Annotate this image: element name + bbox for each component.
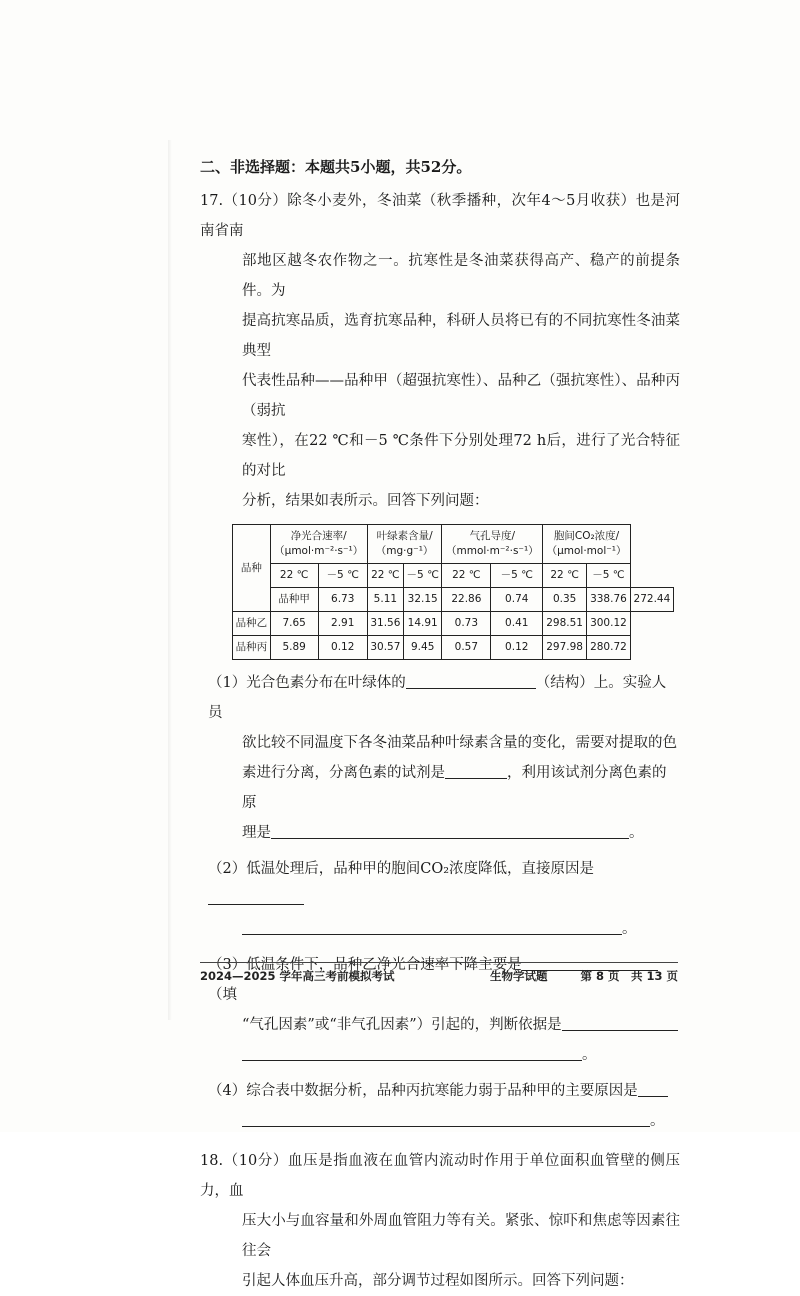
table-cell: 7.65: [270, 612, 318, 636]
table-cell: 0.12: [318, 636, 367, 660]
table-cell: 14.91: [403, 612, 442, 636]
section-heading: 二、非选择题：本题共5小题，共52分。: [200, 158, 472, 176]
table-row: [233, 636, 674, 660]
answer-blank[interactable]: [242, 1108, 650, 1127]
answer-blank[interactable]: [638, 1078, 668, 1097]
footer-exam-title: 2024—2025 学年高三考前模拟考试: [200, 969, 395, 983]
table-group-header: 胞间CO₂浓度/ （μmol·mol⁻¹）: [543, 525, 631, 564]
q17-intro-line: 部地区越冬农作物之一。抗寒性是冬油菜获得高产、稳产的前提条件。为: [242, 253, 680, 299]
temp-header: 22 ℃: [367, 564, 403, 588]
table-cell: 32.15: [403, 588, 442, 612]
table-cell: 272.44: [630, 588, 673, 612]
sub-question-4: （4）综合表中数据分析，品种丙抗寒能力弱于品种甲的主要原因是 。: [208, 1076, 680, 1136]
scan-shadow: [168, 140, 172, 1020]
table-row-header: 品种: [233, 525, 271, 612]
answer-blank[interactable]: [242, 916, 622, 935]
table-cell: 22.86: [442, 588, 491, 612]
table-cell: 5.11: [367, 588, 403, 612]
variety-name: 品种甲: [270, 588, 318, 612]
table-cell: 0.57: [442, 636, 491, 660]
q17-intro-line: 分析，结果如表所示。回答下列问题：: [242, 493, 489, 509]
temp-header: －5 ℃: [587, 564, 631, 588]
table-cell: 31.56: [367, 612, 403, 636]
q18-line: 引起人体血压升高，部分调节过程如图所示。回答下列问题：: [242, 1273, 634, 1289]
temp-header: 22 ℃: [543, 564, 587, 588]
table-cell: 0.41: [491, 612, 543, 636]
table-cell: 300.12: [587, 612, 631, 636]
table-cell: 6.73: [318, 588, 367, 612]
question-18: [200, 1146, 680, 1296]
temp-header: －5 ℃: [403, 564, 442, 588]
temp-header: －5 ℃: [491, 564, 543, 588]
table-group-header: 叶绿素含量/ （mg·g⁻¹）: [367, 525, 442, 564]
temp-header: －5 ℃: [318, 564, 367, 588]
sub-question-2: （2）低温处理后，品种甲的胞间CO₂浓度降低，直接原因是 。: [208, 861, 637, 937]
footer-divider: [200, 962, 678, 963]
table-group-header: 气孔导度/ （mmol·m⁻²·s⁻¹）: [442, 525, 543, 564]
answer-blank[interactable]: [445, 760, 507, 779]
table-cell: 0.35: [543, 588, 587, 612]
q17-intro-line: 17.（10分）除冬小麦外，冬油菜（秋季播种，次年4～5月收获）也是河南省南: [200, 193, 680, 239]
variety-name: 品种丙: [233, 636, 271, 660]
q17-intro-line: 提高抗寒品质，选育抗寒品种，科研人员将已有的不同抗寒性冬油菜典型: [242, 313, 680, 359]
table-cell: 280.72: [587, 636, 631, 660]
table-cell: 9.45: [403, 636, 442, 660]
table-cell: 30.57: [367, 636, 403, 660]
q18-line: 压大小与血容量和外周血管阻力等有关。紧张、惊吓和焦虑等因素往往会: [242, 1213, 680, 1259]
table-cell: 298.51: [543, 612, 587, 636]
table-cell: 5.89: [270, 636, 318, 660]
answer-blank[interactable]: [406, 670, 536, 689]
table-cell: 0.74: [491, 588, 543, 612]
photosynthesis-table: [232, 524, 674, 660]
sub-question-3: （3）低温条件下，品种乙净光合速率下降主要是（填 “气孔因素”或“非气孔因素”）引起的，判断依据是 。: [208, 950, 680, 1070]
variety-name: 品种乙: [233, 612, 271, 636]
table-cell: 0.12: [491, 636, 543, 660]
q17-intro-line: 寒性），在22 ℃和－5 ℃条件下分别处理72 h后，进行了光合特征的对比: [242, 433, 680, 479]
answer-blank[interactable]: [271, 820, 629, 839]
sub-question-1: （1）光合色素分布在叶绿体的 （结构）上。实验人员 欲比较不同温度下各冬油菜品种叶绿素含量的变化，需要对提取的色 素进行分离，分离色素的试剂是 ，利用该试剂分离色素的原 理是 。: [208, 668, 680, 848]
answer-blank[interactable]: [208, 886, 304, 905]
temp-header: 22 ℃: [442, 564, 491, 588]
table-cell: 0.73: [442, 612, 491, 636]
temp-header: 22 ℃: [270, 564, 318, 588]
q18-line: 18.（10分）血压是指血液在血管内流动时作用于单位面积血管壁的侧压力，血: [200, 1153, 680, 1199]
table-group-header: 净光合速率/ （μmol·m⁻²·s⁻¹）: [270, 525, 367, 564]
answer-blank[interactable]: [562, 1012, 678, 1031]
table-row: [233, 588, 674, 612]
table-row: [233, 612, 674, 636]
page-content: [200, 152, 680, 1296]
footer-page-number: 第 8 页 共 13 页: [580, 969, 678, 983]
answer-blank[interactable]: [242, 1042, 582, 1061]
footer-subject: 生物学试题: [490, 969, 548, 983]
table-cell: 338.76: [587, 588, 631, 612]
table-cell: 297.98: [543, 636, 587, 660]
table-cell: 2.91: [318, 612, 367, 636]
q17-intro-line: 代表性品种——品种甲（超强抗寒性）、品种乙（强抗寒性）、品种丙（弱抗: [242, 373, 680, 419]
question-17: [200, 186, 680, 1136]
